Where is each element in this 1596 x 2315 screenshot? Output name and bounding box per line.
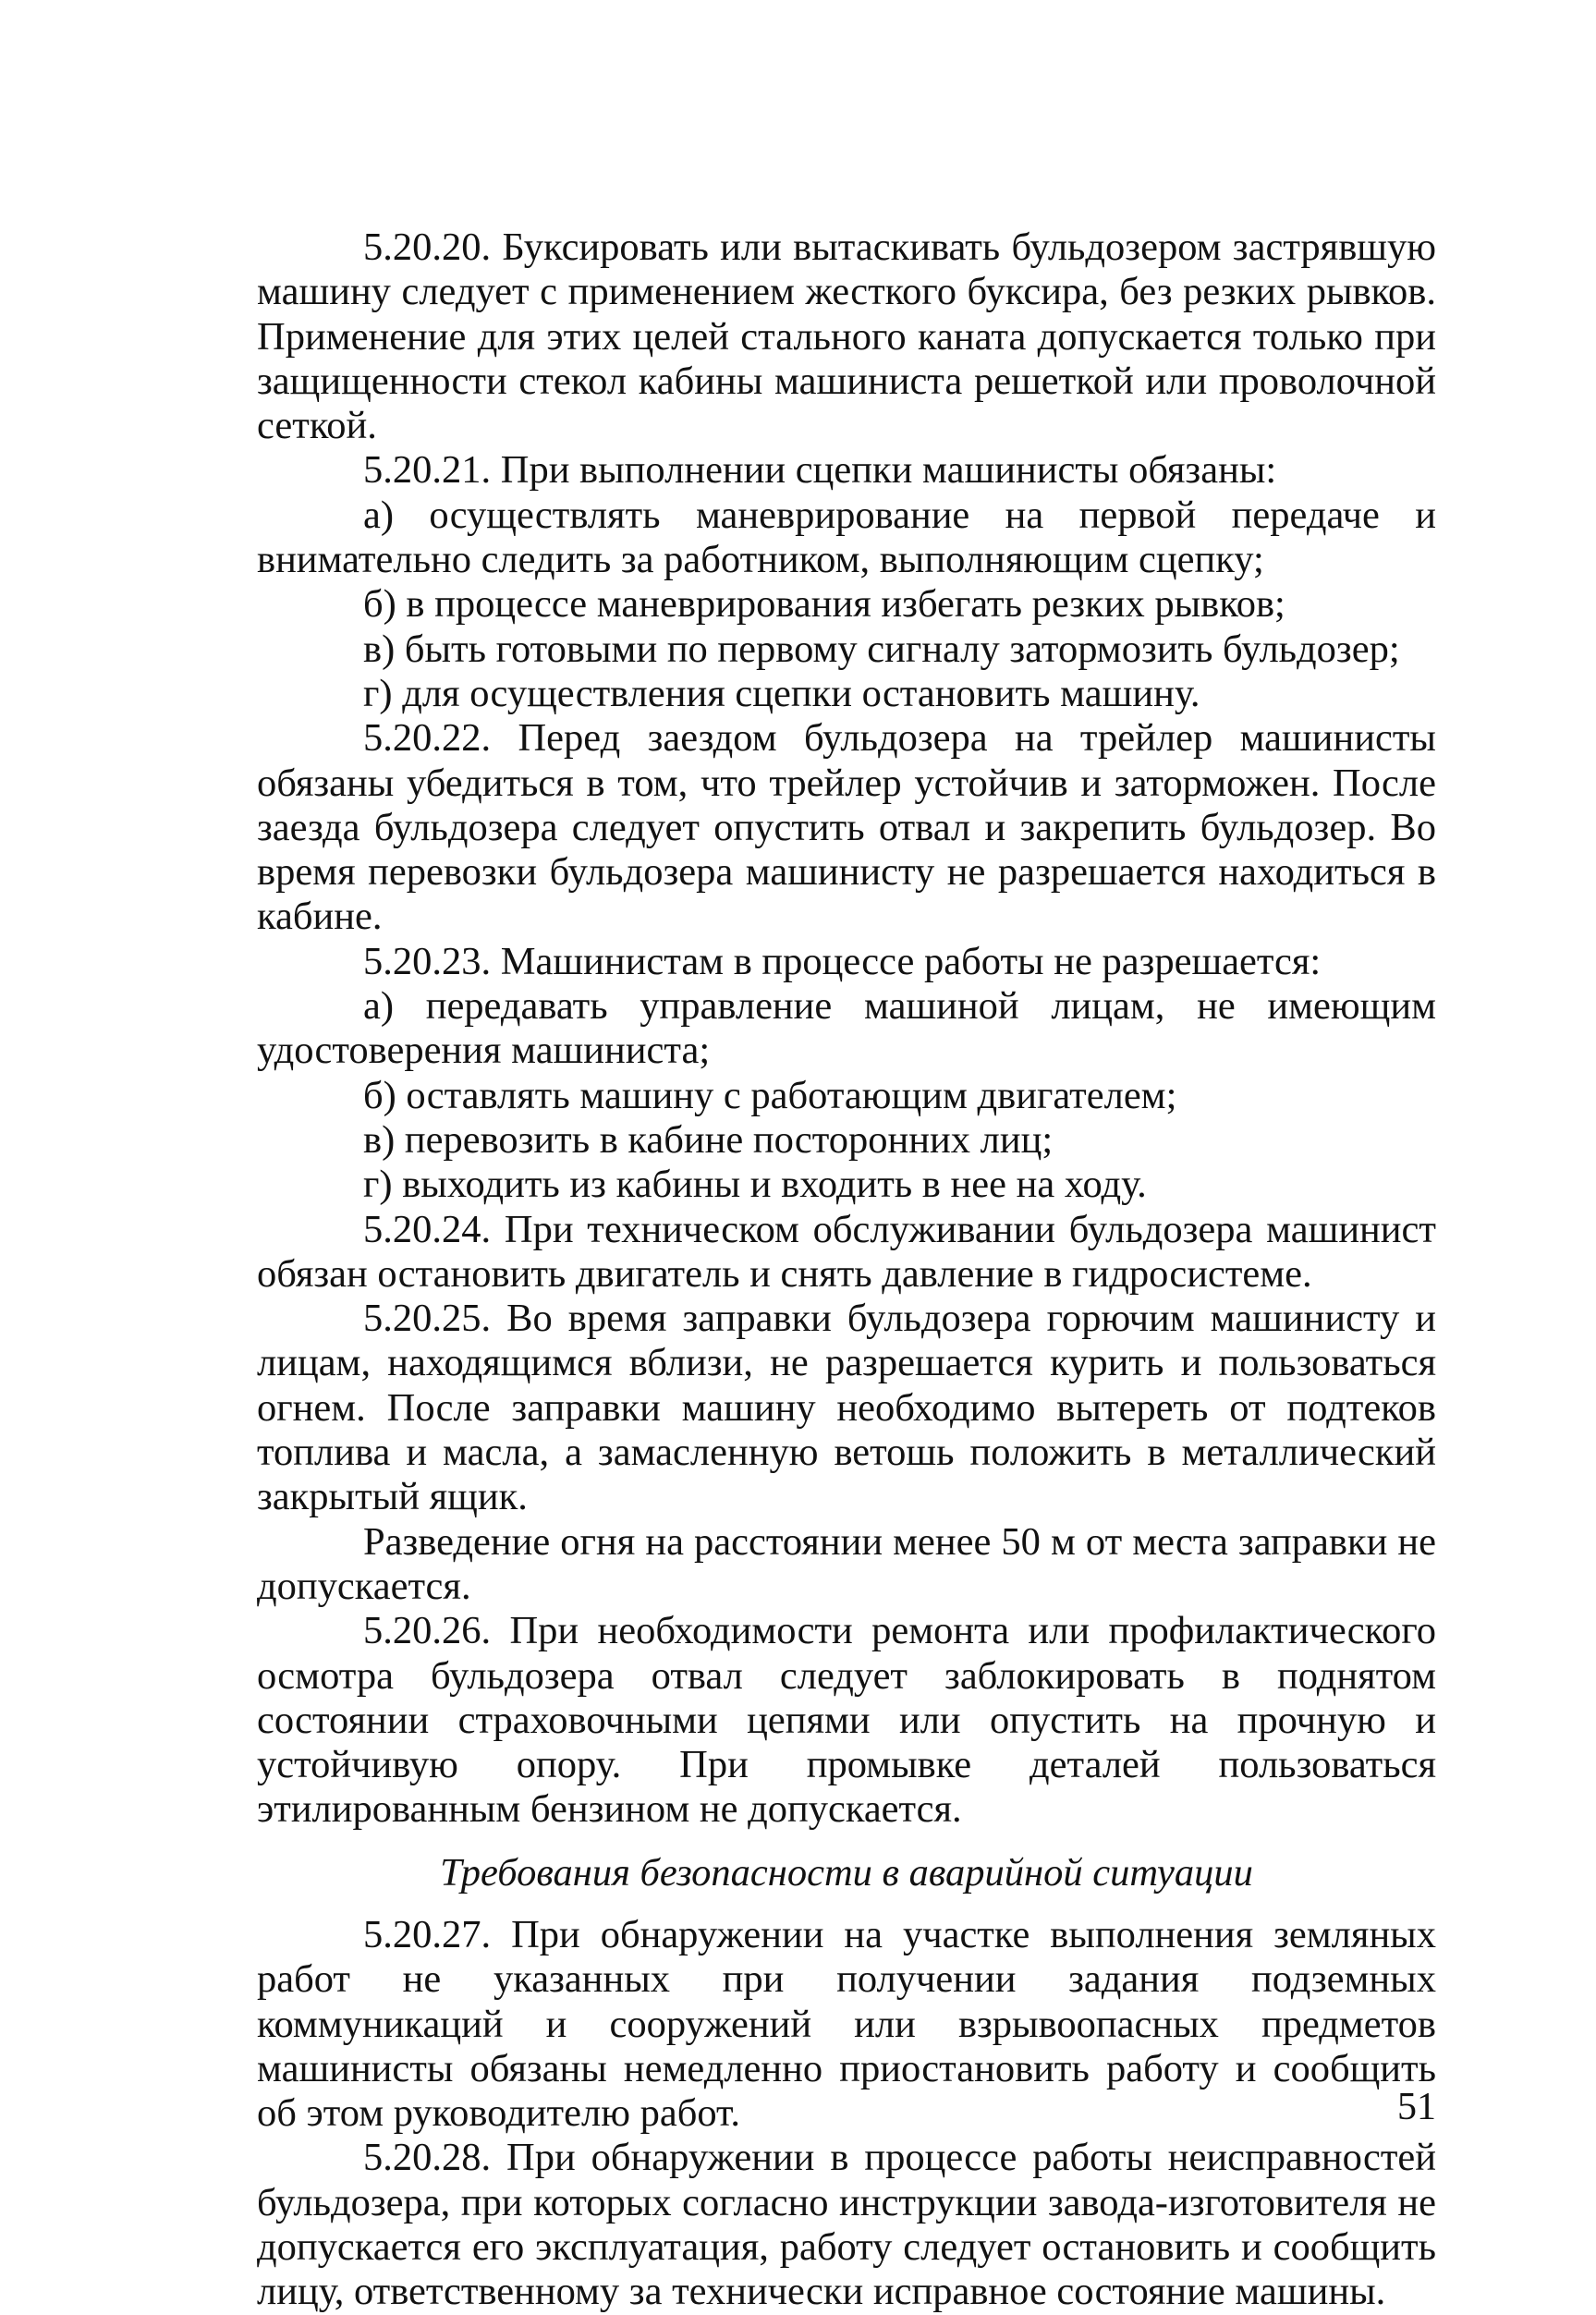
list-item-v: в) быть готовыми по первому сигналу затормозить бульдозер; <box>363 627 1400 671</box>
paragraph-5-20-25: 5.20.25. Во время заправки бульдозера горючим машинисту и лицам, находящимся вблизи, не разрешается курить и пользоваться огнем. После заправки машину необходимо вытереть от подтеков топлива и масла, а замасленную ветошь положить в металлический закрытый ящик. <box>257 1297 1436 1519</box>
paragraph-5-20-22: 5.20.22. Перед заездом бульдозера на трейлер машинисты обязаны убедиться в том, что трейлер устойчив и заторможен. После заезда бульдозера следует опустить отвал и закрепить бульдозер. Во время перевозки бульдозера машинисту не разрешается находиться в кабине. <box>257 716 1436 939</box>
section-heading: Требования безопасности в аварийной ситуации <box>440 1850 1253 1895</box>
list-item-a: а) передавать управление машиной лицам, не имеющим удостоверения машиниста; <box>257 984 1436 1073</box>
list-item-v: в) перевозить в кабине посторонних лиц; <box>363 1117 1054 1162</box>
list-item-g: г) выходить из кабины и входить в нее на ходу. <box>363 1163 1147 1207</box>
paragraph-5-20-27: 5.20.27. При обнаружении на участке выполнения земляных работ не указанных при получении задания подземных коммуникаций и сооружений или взрывоопасных предметов машинисты обязаны немедленно приостановить работу и сообщить об этом руководителю работ. <box>257 1912 1436 2136</box>
page-number: 51 <box>1397 2086 1436 2128</box>
paragraph-5-20-24: 5.20.24. При техническом обслуживании бульдозера машинист обязан остановить двигатель и снять давление в гидросистеме. <box>257 1207 1436 1296</box>
paragraph-5-20-28: 5.20.28. При обнаружении в процессе работы неисправностей бульдозера, при которых согласно инструкции завода-изготовителя не допускается его эксплуатация, работу следует остановить и сообщить лицу, ответственному за технически исправное состояние машины. <box>257 2136 1436 2314</box>
list-item-a: а) осуществлять маневрирование на первой передаче и внимательно следить за работником, выполняющим сцепку; <box>257 493 1436 582</box>
paragraph-5-20-23: 5.20.23. Машинистам в процессе работы не разрешается: <box>363 939 1322 983</box>
list-item-g: г) для осуществления сцепки остановить машину. <box>363 671 1200 715</box>
list-item-b: б) в процессе маневрирования избегать резких рывков; <box>363 582 1285 627</box>
paragraph-5-20-26: 5.20.26. При необходимости ремонта или профилактического осмотра бульдозера отвал следует заблокировать в поднятом состоянии страховочными цепями или опустить на прочную и устойчивую опору. При промывке деталей пользоваться этилированным бензином не допускается. <box>257 1609 1436 1832</box>
list-item-b: б) оставлять машину с работающим двигателем; <box>363 1073 1177 1117</box>
paragraph-5-20-20: 5.20.20. Буксировать или вытаскивать бульдозером застрявшую машину следует с применением жесткого буксира, без резких рывков. Применение для этих целей стального каната допускается только при защищенности стекол кабины машиниста решеткой или проволочной сеткой. <box>257 225 1436 448</box>
paragraph-fire-rule: Разведение огня на расстоянии менее 50 м от места заправки не допускается. <box>257 1519 1436 1608</box>
paragraph-5-20-21: 5.20.21. При выполнении сцепки машинисты обязаны: <box>363 448 1277 493</box>
page-body <box>257 225 1436 2315</box>
